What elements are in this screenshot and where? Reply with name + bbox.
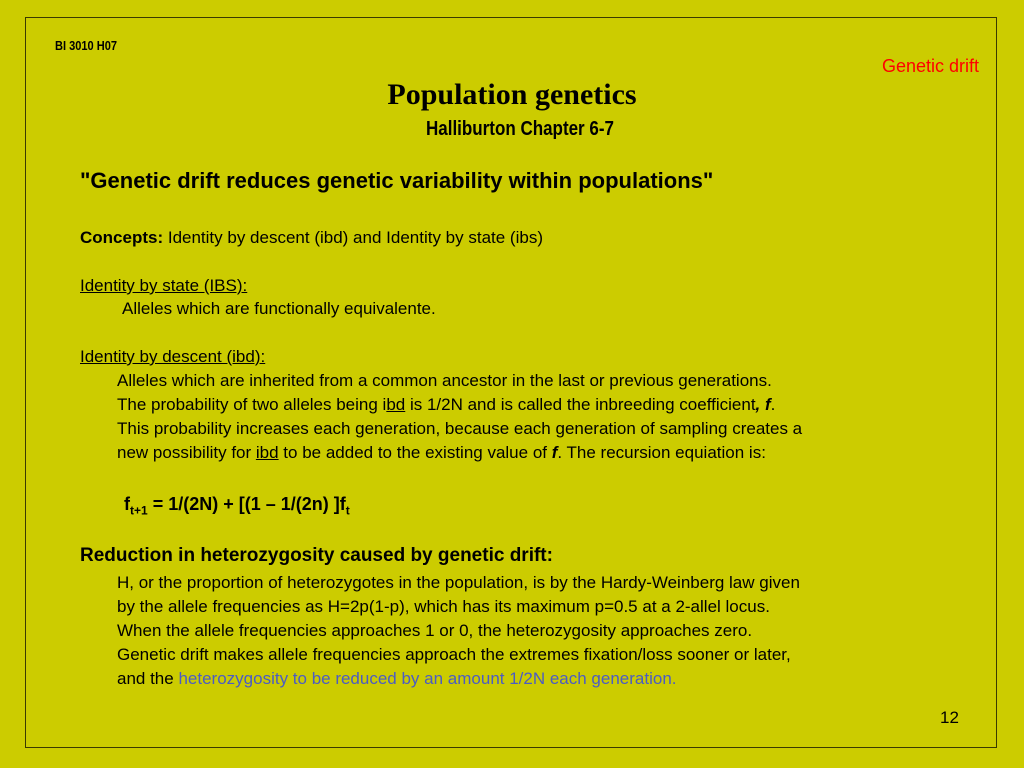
het-line-2: by the allele frequencies as H=2p(1-p), which has its maximum p=0.5 at a 2-allel locus. [117, 597, 770, 616]
slide-title: Population genetics [387, 78, 637, 111]
formula-sub-1: t+1 [130, 503, 148, 518]
page-number: 12 [940, 708, 959, 727]
ibd-line-3: This probability increases each generation, because each generation of sampling creates a [117, 419, 803, 438]
concepts-label: Concepts: [80, 228, 164, 247]
ibd-line-4 [117, 443, 766, 463]
ibd-line-2-a: The probability of two alleles being i [117, 395, 387, 414]
ibd-line-4-d: f [551, 443, 558, 462]
het-line-5-a: and the [117, 669, 179, 688]
concepts-line [80, 228, 543, 248]
recursion-formula [124, 494, 350, 518]
concepts-text: Identity by descent (ibd) and Identity by state (ibs) [163, 228, 543, 247]
heterozygosity-heading: Reduction in heterozygosity caused by genetic drift: [80, 545, 553, 566]
formula-middle: = 1/(2N) + [(1 – 1/(2n) ]f [147, 494, 346, 514]
ibd-line-4-e: . The recursion equiation is: [557, 443, 766, 462]
ibd-line-4-a: new possibility for [117, 443, 256, 462]
ibd-line-2-d: , f [755, 395, 771, 414]
ibd-line-2 [117, 395, 775, 415]
course-code: BI 3010 H07 [55, 38, 118, 53]
formula-sub-2: t [345, 503, 350, 518]
ibd-line-2-b: bd [386, 395, 406, 414]
ibd-heading: Identity by descent (ibd): [80, 347, 266, 366]
formula-f: f [124, 494, 130, 514]
het-line-1: H, or the proportion of heterozygotes in the population, is by the Hardy-Weinberg law given [117, 573, 800, 592]
ibd-line-4-c: to be added to the existing value of [278, 443, 552, 462]
het-line-4: Genetic drift makes allele frequencies approach the extremes fixation/loss sooner or later, [117, 645, 791, 664]
het-line-5 [117, 669, 677, 689]
ibd-line-2-c: is 1/2N and is called the inbreeding coefficient [405, 395, 756, 414]
ibd-line-2-e: . [770, 395, 776, 414]
ibs-heading: Identity by state (IBS): [80, 276, 248, 295]
topic-label: Genetic drift [881, 56, 979, 76]
ibd-line-1: Alleles which are inherited from a common ancestor in the last or previous generations. [117, 371, 772, 390]
ibs-text: Alleles which are functionally equivalente. [122, 299, 436, 318]
ibd-line-4-b: ibd [255, 443, 279, 462]
het-line-3: When the allele frequencies approaches 1 or 0, the heterozygosity approaches zero. [117, 621, 753, 640]
het-line-5-highlight: heterozygosity to be reduced by an amount 1/2N each generation. [178, 669, 677, 688]
slide-subtitle: Halliburton Chapter 6-7 [426, 118, 614, 140]
quote: "Genetic drift reduces genetic variability within populations" [80, 168, 714, 193]
